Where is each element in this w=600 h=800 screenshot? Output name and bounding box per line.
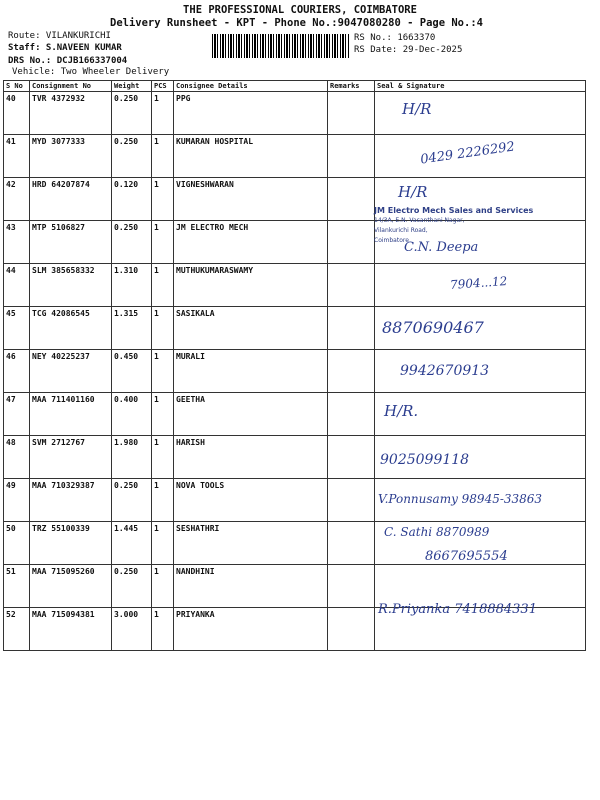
cell-sno: 51	[4, 565, 30, 608]
cell-pcs: 1	[152, 522, 174, 565]
cell-remarks	[328, 608, 375, 651]
cell-weight: 0.250	[112, 135, 152, 178]
cell-consignee: PPG	[174, 92, 328, 135]
cell-sno: 50	[4, 522, 30, 565]
cell-signature	[375, 393, 586, 436]
cell-pcs: 1	[152, 264, 174, 307]
col-signature: Seal & Signature	[375, 81, 586, 92]
cell-weight: 1.980	[112, 436, 152, 479]
cell-consignment: SLM 385658332	[30, 264, 112, 307]
cell-pcs: 1	[152, 608, 174, 651]
cell-consignment: TVR 4372932	[30, 92, 112, 135]
table-row	[4, 608, 586, 651]
col-consignment: Consignment No	[30, 81, 112, 92]
cell-weight: 0.250	[112, 92, 152, 135]
cell-weight: 0.450	[112, 350, 152, 393]
drs-label: DRS No.: DCJB166337004	[8, 56, 128, 66]
cell-consignment: SVM 2712767	[30, 436, 112, 479]
table-row	[4, 135, 586, 178]
cell-consignee: SESHATHRI	[174, 522, 328, 565]
route-label: Route: VILANKURICHI	[8, 31, 111, 41]
signature-row-52: R.Priyanka 7418884331	[378, 602, 537, 617]
cell-consignee: KUMARAN HOSPITAL	[174, 135, 328, 178]
col-pcs: PCS	[152, 81, 174, 92]
cell-pcs: 1	[152, 307, 174, 350]
cell-sno: 44	[4, 264, 30, 307]
cell-remarks	[328, 307, 375, 350]
cell-weight: 1.445	[112, 522, 152, 565]
cell-sno: 43	[4, 221, 30, 264]
cell-remarks	[328, 436, 375, 479]
cell-consignment: MAA 710329387	[30, 479, 112, 522]
cell-consignment: MAA 715094381	[30, 608, 112, 651]
signature-row-48: 9025099118	[380, 452, 470, 468]
cell-weight: 1.310	[112, 264, 152, 307]
cell-consignment: TRZ 55100339	[30, 522, 112, 565]
cell-weight: 1.315	[112, 307, 152, 350]
cell-consignee: MUTHUKUMARASWAMY	[174, 264, 328, 307]
cell-consignee: SASIKALA	[174, 307, 328, 350]
cell-consignee: GEETHA	[174, 393, 328, 436]
cell-signature	[375, 92, 586, 135]
cell-signature	[375, 479, 586, 522]
signature-row-46: 9942670913	[400, 363, 490, 379]
cell-sno: 46	[4, 350, 30, 393]
cell-consignee: JM ELECTRO MECH	[174, 221, 328, 264]
cell-signature	[375, 307, 586, 350]
cell-consignee: MURALI	[174, 350, 328, 393]
stamp-line-4: Coimbatore	[374, 237, 409, 244]
rs-date: RS Date: 29-Dec-2025	[354, 45, 463, 55]
cell-signature	[375, 135, 586, 178]
cell-pcs: 1	[152, 221, 174, 264]
signature-row-47: H/R.	[384, 402, 419, 420]
signature-row-40: H/R	[402, 100, 432, 118]
vehicle-label: Vehicle: Two Wheeler Delivery	[12, 67, 170, 77]
document-subtitle: Delivery Runsheet - KPT - Phone No.:9047080280 - Page No.:4	[110, 17, 483, 29]
staff-label: Staff: S.NAVEEN KUMAR	[8, 43, 122, 53]
cell-consignee: HARISH	[174, 436, 328, 479]
signature-row-51: 8667695554	[425, 549, 508, 564]
signature-row-41: 0429 2226292	[419, 139, 516, 168]
cell-consignee: NOVA TOOLS	[174, 479, 328, 522]
cell-remarks	[328, 264, 375, 307]
cell-consignee: PRIYANKA	[174, 608, 328, 651]
cell-consignee: VIGNESHWARAN	[174, 178, 328, 221]
cell-remarks	[328, 393, 375, 436]
cell-signature	[375, 565, 586, 608]
cell-weight: 0.250	[112, 221, 152, 264]
cell-weight: 0.400	[112, 393, 152, 436]
cell-sno: 41	[4, 135, 30, 178]
cell-remarks	[328, 135, 375, 178]
cell-weight: 3.000	[112, 608, 152, 651]
signature-row-44: 7904...12	[449, 274, 508, 292]
cell-weight: 0.120	[112, 178, 152, 221]
cell-weight: 0.250	[112, 565, 152, 608]
table-row	[4, 436, 586, 479]
col-sno: S No	[4, 81, 30, 92]
cell-consignment: MYD 3077333	[30, 135, 112, 178]
cell-sno: 48	[4, 436, 30, 479]
col-remarks: Remarks	[328, 81, 375, 92]
signature-row-49: V.Ponnusamy 98945-33863	[378, 492, 543, 506]
cell-consignment: TCG 42086545	[30, 307, 112, 350]
cell-pcs: 1	[152, 565, 174, 608]
table-row	[4, 92, 586, 135]
cell-pcs: 1	[152, 393, 174, 436]
cell-pcs: 1	[152, 479, 174, 522]
cell-weight: 0.250	[112, 479, 152, 522]
cell-signature	[375, 350, 586, 393]
cell-remarks	[328, 565, 375, 608]
cell-consignment: MTP 5106827	[30, 221, 112, 264]
cell-sno: 49	[4, 479, 30, 522]
table-header-row	[4, 81, 586, 92]
cell-sno: 42	[4, 178, 30, 221]
col-weight: Weight	[112, 81, 152, 92]
cell-remarks	[328, 221, 375, 264]
cell-remarks	[328, 350, 375, 393]
document-title: THE PROFESSIONAL COURIERS, COIMBATORE	[183, 4, 417, 16]
table-row	[4, 350, 586, 393]
stamp-line-1: JM Electro Mech Sales and Services	[374, 206, 534, 215]
signature-row-45: 8870690467	[382, 318, 484, 337]
runsheet-table	[3, 80, 586, 651]
cell-sno: 52	[4, 608, 30, 651]
table-row	[4, 307, 586, 350]
cell-pcs: 1	[152, 350, 174, 393]
company-stamp	[374, 206, 579, 276]
cell-pcs: 1	[152, 135, 174, 178]
cell-consignment: MAA 711401160	[30, 393, 112, 436]
cell-consignee: NANDHINI	[174, 565, 328, 608]
cell-remarks	[328, 92, 375, 135]
stamp-line-2: 14/3A, E.N. Vasanthani Nagar,	[374, 217, 465, 224]
cell-pcs: 1	[152, 436, 174, 479]
table-row	[4, 393, 586, 436]
signature-row-43: C.N. Deepa	[404, 240, 479, 255]
barcode	[212, 34, 350, 58]
col-consignee: Consignee Details	[174, 81, 328, 92]
cell-signature	[375, 608, 586, 651]
cell-signature	[375, 522, 586, 565]
cell-sno: 47	[4, 393, 30, 436]
rs-number: RS No.: 1663370	[354, 33, 436, 43]
table-row	[4, 479, 586, 522]
cell-consignment: NEY 40225237	[30, 350, 112, 393]
cell-remarks	[328, 479, 375, 522]
cell-consignment: HRD 64207874	[30, 178, 112, 221]
cell-pcs: 1	[152, 92, 174, 135]
signature-row-50: C. Sathi 8870989	[384, 525, 490, 539]
cell-sno: 40	[4, 92, 30, 135]
cell-sno: 45	[4, 307, 30, 350]
table-row	[4, 522, 586, 565]
cell-consignment: MAA 715095260	[30, 565, 112, 608]
cell-remarks	[328, 178, 375, 221]
signature-row-42: H/R	[398, 183, 428, 201]
table-row	[4, 565, 586, 608]
stamp-line-3: Vilankurichi Road,	[374, 227, 428, 234]
cell-pcs: 1	[152, 178, 174, 221]
cell-signature	[375, 436, 586, 479]
cell-remarks	[328, 522, 375, 565]
